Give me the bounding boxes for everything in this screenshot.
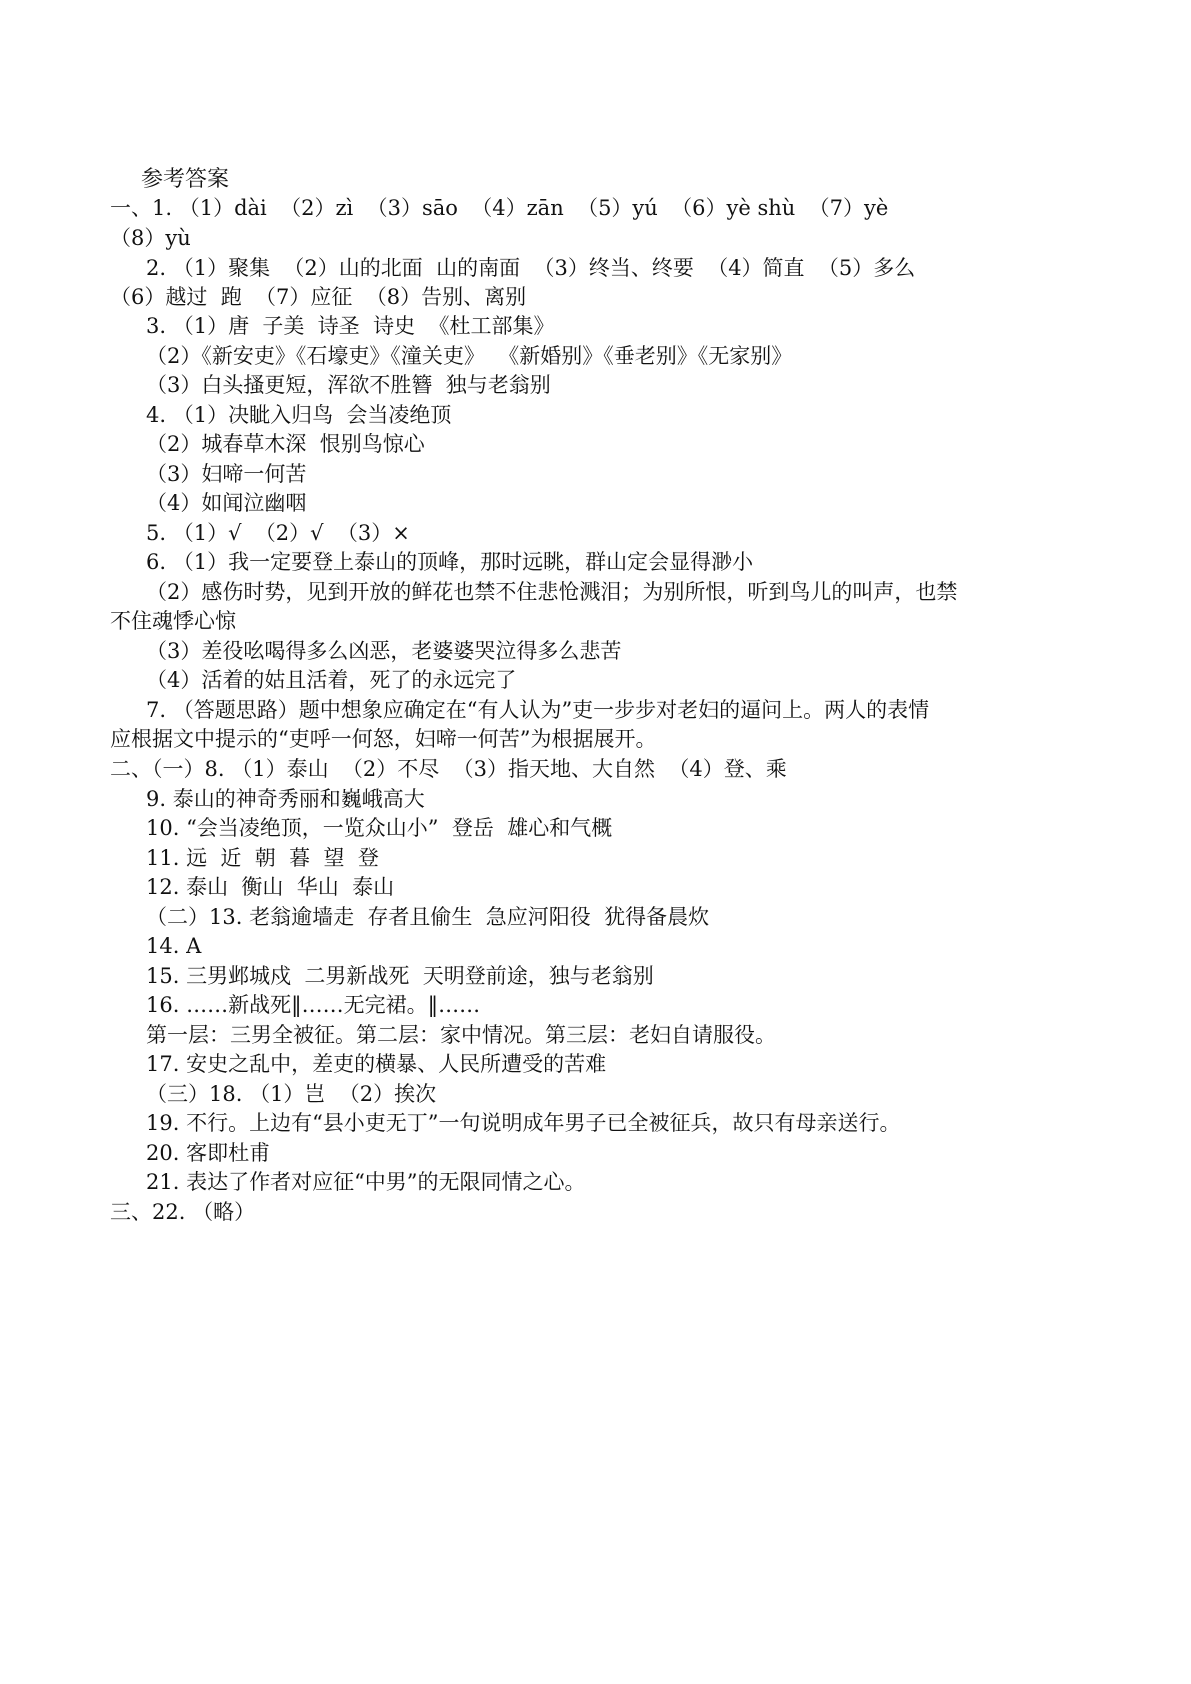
text-line: （3）白头搔更短，浑欲不胜簪 独与老翁别 bbox=[146, 373, 551, 397]
text-line: （3）妇啼一何苦 bbox=[146, 462, 307, 486]
text-line: 6. （1）我一定要登上泰山的顶峰，那时远眺，群山定会显得渺小 bbox=[146, 550, 754, 574]
text-line: 二、（一）8. （1）泰山 （2）不尽 （3）指天地、大自然 （4）登、乘 bbox=[110, 757, 787, 781]
text-line: （二）13. 老翁逾墙走 存者且偷生 急应河阳役 犹得备晨炊 bbox=[146, 905, 710, 929]
text-line: 12. 泰山 衡山 华山 泰山 bbox=[146, 875, 395, 899]
text-line: 3. （1）唐 子美 诗圣 诗史 《杜工部集》 bbox=[146, 314, 555, 338]
document-title: 参考答案 bbox=[141, 167, 230, 192]
text-line: （2）城春草木深 恨别鸟惊心 bbox=[146, 432, 425, 456]
text-line: 4. （1）决眦入归鸟 会当凌绝顶 bbox=[146, 403, 452, 427]
text-line: （4）如闻泣幽咽 bbox=[146, 491, 307, 515]
text-line: 19. 不行。上边有“县小吏无丁”一句说明成年男子已全被征兵，故只有母亲送行。 bbox=[146, 1111, 901, 1135]
text-line: 2. （1）聚集 （2）山的北面 山的南面 （3）终当、终要 （4）简直 （5）多么 bbox=[146, 256, 916, 280]
text-line: 21. 表达了作者对应征“中男”的无限同情之心。 bbox=[146, 1170, 586, 1194]
text-line: 9. 泰山的神奇秀丽和巍峨高大 bbox=[146, 787, 425, 811]
text-line: 不住魂悸心惊 bbox=[110, 609, 236, 633]
text-line: 应根据文中提示的“吏呼一何怒，妇啼一何苦”为根据展开。 bbox=[110, 727, 657, 751]
text-line: 14. A bbox=[146, 934, 202, 958]
text-line: 5. （1）√ （2）√ （3）× bbox=[146, 521, 410, 545]
text-line: （2）感伤时势，见到开放的鲜花也禁不住悲怆溅泪；为别所恨，听到鸟儿的叫声，也禁 bbox=[146, 580, 958, 604]
text-line: （4）活着的姑且活着，死了的永远完了 bbox=[146, 668, 517, 692]
text-line: 16. ……新战死‖……无完裙。‖…… bbox=[146, 993, 481, 1017]
text-line: （三）18. （1）岂 （2）挨次 bbox=[146, 1082, 437, 1106]
text-line: 7. （答题思路）题中想象应确定在“有人认为”吏一步步对老妇的逼问上。两人的表情 bbox=[146, 698, 930, 722]
text-line: 17. 安史之乱中，差吏的横暴、人民所遭受的苦难 bbox=[146, 1052, 607, 1076]
text-line: 一、1. （1）dài （2）zì （3）sāo （4）zān （5）yú （6）yè shù （7）yè bbox=[110, 196, 889, 220]
text-line: 10. “会当凌绝顶，一览众山小” 登岳 雄心和气概 bbox=[146, 816, 613, 840]
text-line: 11. 远 近 朝 暮 望 登 bbox=[146, 846, 379, 870]
text-line: （3）差役吆喝得多么凶恶，老婆婆哭泣得多么悲苦 bbox=[146, 639, 622, 663]
text-line: （8）yù bbox=[110, 226, 191, 250]
text-line: 三、22. （略） bbox=[110, 1200, 256, 1224]
text-line: （6）越过 跑 （7）应征 （8）告别、离别 bbox=[110, 285, 527, 309]
text-line: 第一层：三男全被征。第二层：家中情况。第三层：老妇自请服役。 bbox=[146, 1023, 776, 1047]
text-line: 20. 客即杜甫 bbox=[146, 1141, 271, 1165]
text-line: 15. 三男邺城戍 二男新战死 天明登前途，独与老翁别 bbox=[146, 964, 654, 988]
text-line: （2）《新安吏》《石壕吏》《潼关吏》 《新婚别》《垂老别》《无家别》 bbox=[146, 344, 793, 368]
